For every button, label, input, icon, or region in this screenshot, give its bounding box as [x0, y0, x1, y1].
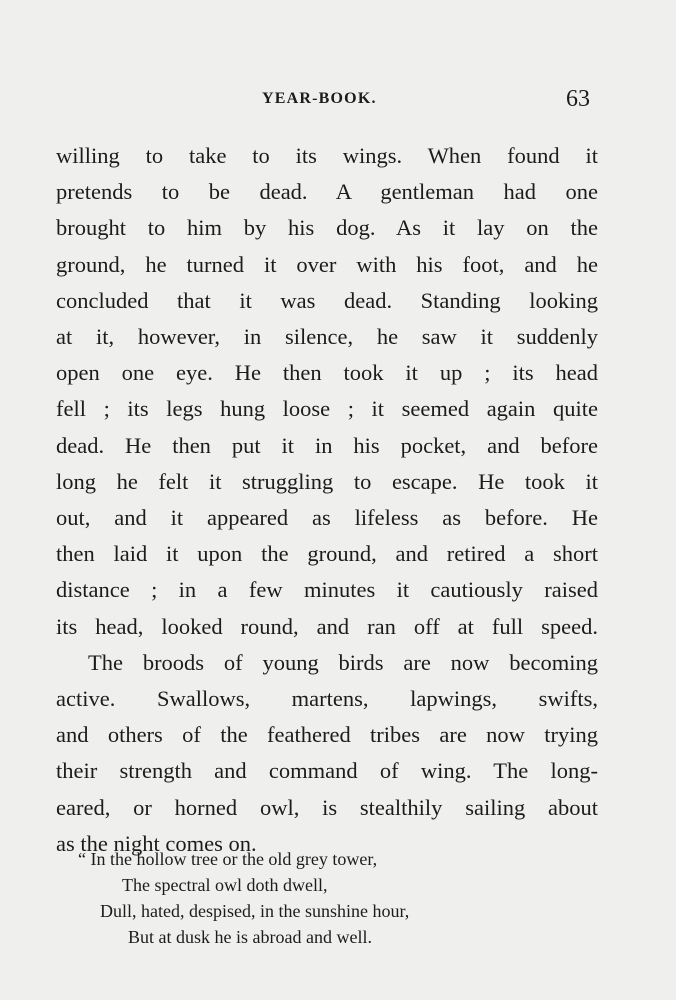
text-line: ground, he turned it over with his foot, and he	[56, 251, 598, 277]
text-line: dead. He then put it in his pocket, and before	[56, 432, 598, 458]
verse-line: Dull, hated, despised, in the sunshine hour,	[100, 901, 410, 921]
text-line: then laid it upon the ground, and retired a short	[56, 541, 598, 567]
text-line: eared, or horned owl, is stealthily sailing about	[56, 794, 598, 820]
verse-quote	[78, 846, 518, 950]
text-line: active. Swallows, martens, lapwings, swifts,	[56, 686, 598, 712]
body-text	[56, 138, 598, 862]
text-line: at it, however, in silence, he saw it suddenly	[56, 324, 598, 350]
text-line: out, and it appeared as lifeless as before. He	[56, 505, 598, 531]
verse-line: But at dusk he is abroad and well.	[128, 927, 372, 947]
paragraph-first-line: The broods of young birds are now becoming	[88, 649, 598, 675]
text-line: concluded that it was dead. Standing looking	[56, 287, 598, 313]
text-line: distance ; in a few minutes it cautiously raised	[56, 577, 598, 603]
verse-line: The spectral owl doth dwell,	[122, 875, 328, 895]
text-line: long he felt it struggling to escape. He took it	[56, 468, 598, 494]
page-number: 63	[566, 86, 590, 112]
text-line: as the night comes on.	[56, 830, 257, 856]
text-line: their strength and command of wing. The long-	[56, 758, 598, 784]
running-head: YEAR-BOOK.	[262, 90, 377, 107]
text-line: brought to him by his dog. As it lay on the	[56, 215, 598, 241]
verse-line: “ In the hollow tree or the old grey tower,	[78, 849, 378, 869]
text-line: pretends to be dead. A gentleman had one	[56, 179, 598, 205]
page-header	[0, 86, 676, 116]
text-line: fell ; its legs hung loose ; it seemed again quite	[56, 396, 598, 422]
text-line: its head, looked round, and ran off at full speed.	[56, 613, 598, 639]
text-line: and others of the feathered tribes are now trying	[56, 722, 598, 748]
text-line: willing to take to its wings. When found it	[56, 143, 598, 168]
text-line: open one eye. He then took it up ; its head	[56, 360, 598, 386]
